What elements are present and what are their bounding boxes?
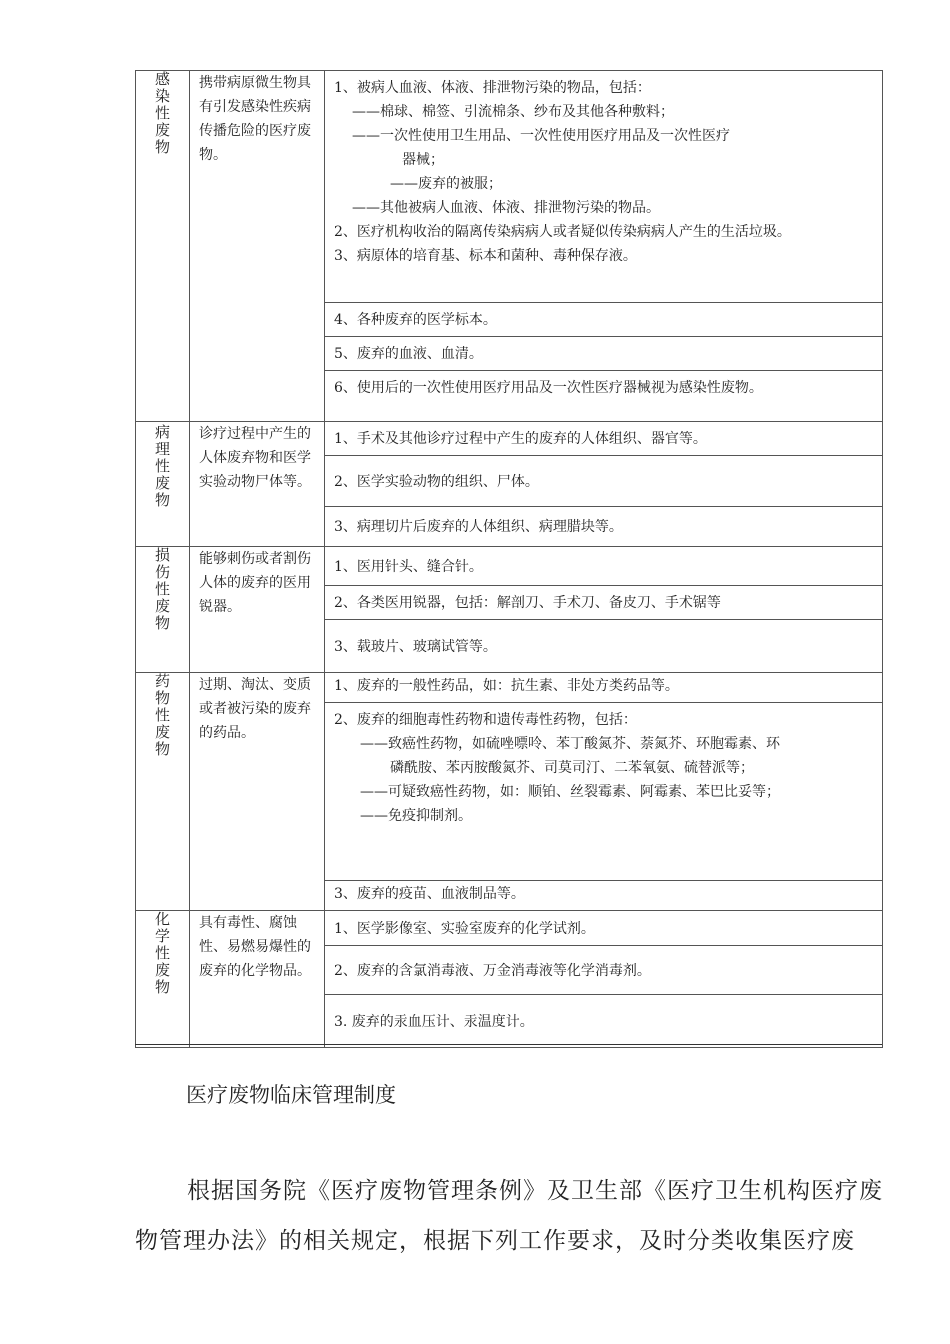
category-cell-infectious xyxy=(136,71,190,422)
document-title: 医疗废物临床管理制度 xyxy=(186,1083,396,1107)
item-cell xyxy=(325,303,883,337)
item-sub: ——棉球、棉签、引流棉条、纱布及其他各种敷料； xyxy=(352,104,674,120)
item-text: 4、各种废弃的医学标本。 xyxy=(334,312,497,328)
item-text: 2、废弃的含氯消毒液、万金消毒液等化学消毒剂。 xyxy=(334,962,651,979)
table-row xyxy=(136,673,883,703)
item-cell xyxy=(325,422,883,456)
feature-cell-pathological xyxy=(190,422,325,547)
item-cell xyxy=(325,586,883,620)
category-cell-chemical xyxy=(136,911,190,1048)
category-cell-pathological xyxy=(136,422,190,547)
section-divider xyxy=(135,1044,882,1045)
feature-text: 过期、淘汰、变质或者被污染的废弃的药品。 xyxy=(199,677,311,741)
item-cell xyxy=(325,703,883,881)
item-text: 1、医用针头、缝合针。 xyxy=(334,558,483,575)
item-cell xyxy=(325,911,883,946)
item-text: 1、手术及其他诊疗过程中产生的废弃的人体组织、器官等。 xyxy=(334,431,707,447)
item-sub: ——致癌性药物，如硫唑嘌呤、苯丁酸氮芥、萘氮芥、环胞霉素、环 xyxy=(360,736,780,752)
item-sub: ——废弃的被服； xyxy=(390,176,502,192)
item-text: 3. 废弃的汞血压计、汞温度计。 xyxy=(334,1013,534,1030)
feature-text: 携带病原微生物具有引发感染性疾病传播危险的医疗废物。 xyxy=(199,75,311,163)
item-sub: ——其他被病人血液、体液、排泄物污染的物品。 xyxy=(352,200,660,216)
item-text: 1、废弃的一般性药品，如：抗生素、非处方类药品等。 xyxy=(334,678,679,694)
feature-text: 诊疗过程中产生的人体废弃物和医学实验动物尸体等。 xyxy=(199,426,311,490)
item-sub: ——一次性使用卫生用品、一次性使用医疗用品及一次性医疗 xyxy=(352,128,730,144)
feature-cell-sharps xyxy=(190,547,325,673)
category-label: 病理性废物 xyxy=(154,423,170,509)
item-cell xyxy=(325,547,883,586)
feature-text: 具有毒性、腐蚀性、易燃易爆性的废弃的化学物品。 xyxy=(199,915,311,979)
item-text: 3、废弃的疫苗、血液制品等。 xyxy=(334,886,525,902)
body-paragraph xyxy=(135,1166,885,1266)
item-cell xyxy=(325,620,883,673)
feature-cell-chemical xyxy=(190,911,325,1048)
table-row xyxy=(136,547,883,586)
feature-cell-pharmaceutical xyxy=(190,673,325,911)
item-cell xyxy=(325,337,883,371)
item-sub: ——免疫抑制剂。 xyxy=(360,808,472,824)
category-label: 药物性废物 xyxy=(154,672,170,758)
item-text: 3、载玻片、玻璃试管等。 xyxy=(334,638,497,655)
category-cell-pharmaceutical xyxy=(136,673,190,911)
category-label: 损伤性废物 xyxy=(154,546,170,632)
item-text: 6、使用后的一次性使用医疗用品及一次性医疗器械视为感染性废物。 xyxy=(334,380,763,396)
medical-waste-classification-table xyxy=(135,70,883,1048)
table-row xyxy=(136,911,883,946)
item-2: 2、医疗机构收治的隔离传染病病人或者疑似传染病病人产生的生活垃圾。 xyxy=(334,224,791,240)
item-sub: 磷酰胺、苯丙胺酸氮芥、司莫司汀、二苯氧氨、硫替派等； xyxy=(390,760,754,776)
item-text: 5、废弃的血液、血清。 xyxy=(334,346,483,362)
category-cell-sharps xyxy=(136,547,190,673)
item-cell xyxy=(325,507,883,547)
category-label: 化学性废物 xyxy=(154,910,170,996)
paragraph-line: 根据国务院《医疗废物管理条例》及卫生部《医疗卫生机构医疗废 xyxy=(187,1178,883,1204)
item-cell xyxy=(325,881,883,911)
item-cell xyxy=(325,995,883,1048)
item-cell xyxy=(325,946,883,995)
category-label: 感染性废物 xyxy=(154,70,170,156)
table-row xyxy=(136,71,883,303)
paragraph-line: 物管理办法》的相关规定，根据下列工作要求，及时分类收集医疗废 xyxy=(135,1228,855,1254)
item-main: 1、被病人血液、体液、排泄物污染的物品，包括： xyxy=(334,80,651,96)
item-text xyxy=(325,703,882,832)
item-text: 2、医学实验动物的组织、尸体。 xyxy=(334,473,539,490)
feature-cell-infectious xyxy=(190,71,325,422)
item-cell xyxy=(325,71,883,303)
item-sub: ——可疑致癌性药物，如：顺铂、丝裂霉素、阿霉素、苯巴比妥等； xyxy=(360,784,780,800)
item-cell xyxy=(325,456,883,507)
item-text xyxy=(325,71,882,272)
item-3: 3、病原体的培育基、标本和菌种、毒种保存液。 xyxy=(334,248,637,264)
item-text: 3、病理切片后废弃的人体组织、病理腊块等。 xyxy=(334,519,623,535)
feature-text: 能够刺伤或者割伤人体的废弃的医用锐器。 xyxy=(199,551,311,615)
item-text: 2、各类医用锐器，包括：解剖刀、手术刀、备皮刀、手术锯等 xyxy=(334,595,721,611)
item-cell xyxy=(325,371,883,422)
item-sub: 器械； xyxy=(402,152,444,168)
table-row xyxy=(136,422,883,456)
item-main: 2、废弃的细胞毒性药物和遗传毒性药物，包括： xyxy=(334,712,637,728)
item-cell xyxy=(325,673,883,703)
item-text: 1、医学影像室、实验室废弃的化学试剂。 xyxy=(334,920,595,937)
